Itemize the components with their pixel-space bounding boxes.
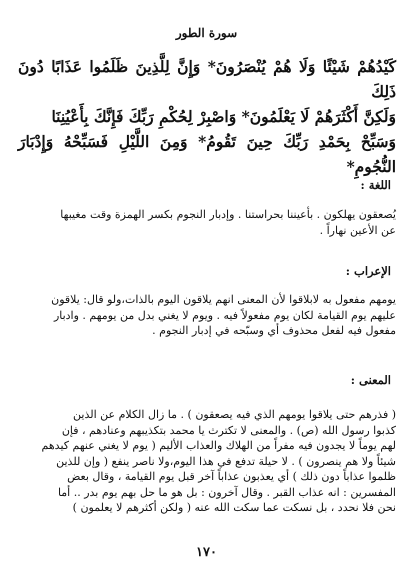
section-title-irab: الإعراب :: [345, 264, 391, 278]
quran-line: وَسَبِّحْ بِحَمْدِ رَبِّكَ حِينَ تَقُومُ* وَمِنَ اللَّيْلِ فَسَبِّحْهُ وَإِدْبَارَ النُّجُومِ*: [18, 132, 396, 176]
text-line: عليهم يوم القيامة لكان يوم مفعولاً فيه . ويوم لا يغني بدل من يومهم . وادبار: [53, 308, 396, 322]
section-title-lugha: اللغة :: [360, 178, 391, 192]
quran-line: كَيْدُهُمْ شَيْئًا وَلَا هُمْ يُنْصَرُونَ* وَإِنَّ لِلَّذِينَ ظَلَمُوا عَذَابًا دُونَ ذَلِكَ: [18, 57, 396, 101]
text-line: ( فذرهم حتى يلاقوا يومهم الذي فيه يصعقون ) . ما زال الكلام عن الذين: [73, 408, 396, 421]
page-number: ١٧٠: [196, 545, 217, 560]
text-line: ظلموا عذاباً دون ذلك ) أي يعذبون عذاباً آخر قبل يوم القيامة ، وقال بعض: [67, 470, 396, 483]
text-line: يومهم مفعول به لابلاقوا لأن المعنى انهم يلاقون اليوم بالذات،ولو قال: يلاقون: [51, 293, 396, 306]
section-title-maana: المعنى :: [350, 373, 391, 387]
surah-header: سورة الطور: [175, 26, 238, 40]
text-line: المفسرين : انه عذاب القبر . وقال آخرون : بل هو ما حل بهم يوم بدر .. أما: [57, 485, 396, 499]
text-line: يُصعقون يهلكون . بأعيننا بحراستنا . وإدبار النجوم بكسر الهمزة وقت مغيبها: [60, 208, 396, 221]
section-body-lugha: [18, 207, 396, 238]
text-line: عن الأعين نهاراً .: [319, 223, 396, 237]
quran-line: وَلَكِنَّ أَكْثَرَهُمْ لَا يَعْلَمُونَ* وَاصْبِرْ لِحُكْمِ رَبِّكَ فَإِنَّكَ بِأَعْيُنِنَا: [51, 107, 396, 126]
section-body-irab: [18, 292, 396, 339]
text-line: مفعول فيه لفعل محذوف أي وسبّحه في إدبار النجوم .: [152, 324, 396, 337]
text-line: شيئاً ولا هم ينصرون ) . لا حيلة تدفع في هذا اليوم،ولا ناصر ينفع ( وإن للذين: [56, 454, 396, 468]
text-line: نحن فلا نحدد ، بل نسكت عما سكت الله عنه ( ولكن أكثرهم لا يعلمون ): [72, 501, 396, 514]
section-body-maana: [18, 407, 396, 516]
text-line: كذبوا رسول الله (ص) . والمعنى لا تكترث يا محمد بتكذيبهم وعنادهم ، فإن: [61, 423, 396, 437]
text-line: لهم يوماً لا يجدون فيه مفراً من الهلاك والعذاب الأليم ( يوم لا يغني عنهم كيدهم: [41, 439, 396, 452]
quran-verses: [18, 54, 396, 179]
